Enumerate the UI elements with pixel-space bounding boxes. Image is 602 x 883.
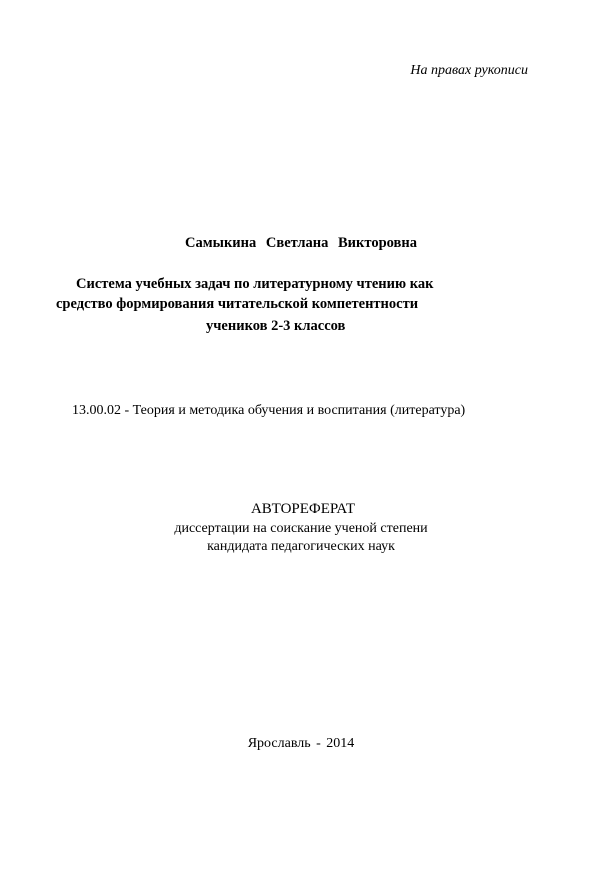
document-type: АВТОРЕФЕРАТ bbox=[250, 501, 356, 517]
place-and-year: Ярославль - 2014 bbox=[247, 736, 355, 751]
author-name: Самыкина Светлана Викторовна bbox=[185, 235, 417, 251]
document-description-line-1: диссертации на соискание ученой степени bbox=[174, 521, 428, 536]
title-line-2: средство формирования читательской компетентности bbox=[56, 296, 419, 312]
rights-note: На правах рукописи bbox=[410, 63, 528, 78]
document-description-line-2: кандидата педагогических наук bbox=[207, 539, 395, 554]
title-line-1: Система учебных задач по литературному чтению как bbox=[76, 276, 434, 292]
title-line-3: учеников 2-3 классов bbox=[206, 318, 346, 334]
specialty-code: 13.00.02 - Теория и методика обучения и воспитания (литература) bbox=[72, 403, 466, 418]
